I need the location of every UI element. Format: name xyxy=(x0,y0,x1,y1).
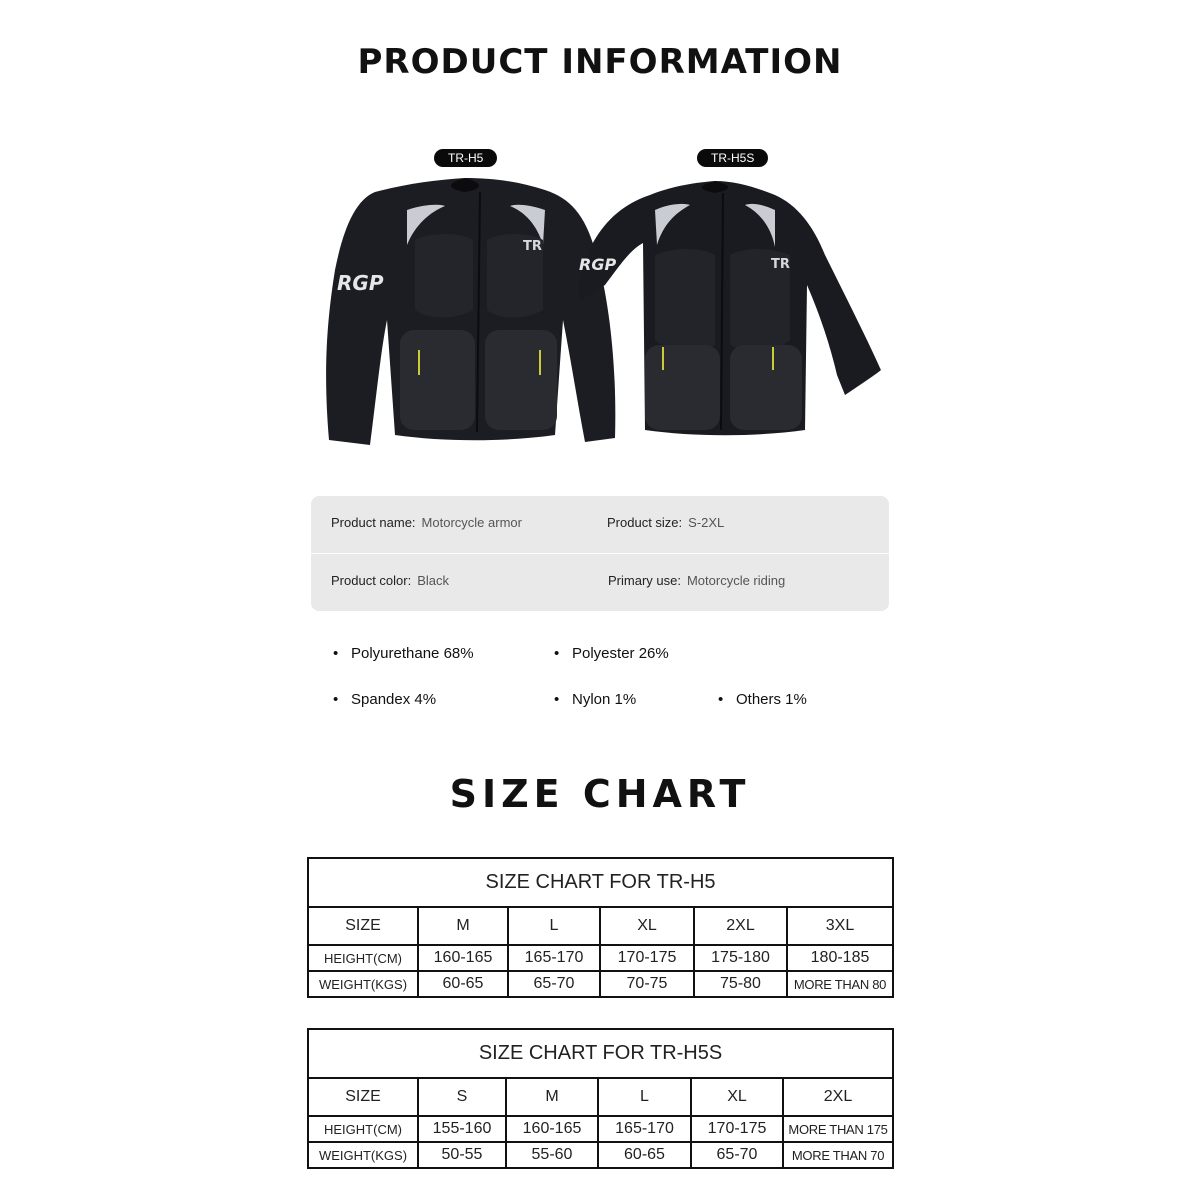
table-row xyxy=(308,907,893,945)
table-cell: MORE THAN 175 xyxy=(783,1116,893,1142)
table-row xyxy=(308,1116,893,1142)
primary-use-label: Primary use: xyxy=(608,573,681,588)
table-cell: 165-170 xyxy=(508,945,600,971)
size-chart-title: SIZE CHART xyxy=(449,772,751,816)
table-cell: 180-185 xyxy=(787,945,893,971)
product-color-label: Product color: xyxy=(331,573,412,588)
table-cell: MORE THAN 70 xyxy=(783,1142,893,1168)
table-cell: XL xyxy=(691,1078,783,1116)
size-chart-table-tr-h5 xyxy=(307,857,894,998)
jacket-image-tr-h5s xyxy=(575,175,885,445)
table-cell: M xyxy=(506,1078,598,1116)
chest-logo: TR xyxy=(523,239,542,254)
table-row xyxy=(308,1078,893,1116)
table-cell: 50-55 xyxy=(418,1142,506,1168)
product-size-value: S-2XL xyxy=(688,515,725,530)
product-size xyxy=(607,515,724,530)
row-label: SIZE xyxy=(308,907,418,945)
table-cell: L xyxy=(598,1078,691,1116)
row-label: WEIGHT(KGS) xyxy=(308,971,418,997)
product-info-panel xyxy=(311,496,889,611)
divider xyxy=(311,553,889,554)
table-cell: XL xyxy=(600,907,694,945)
product-name-value: Motorcycle armor xyxy=(421,515,522,530)
table-cell: 170-175 xyxy=(691,1116,783,1142)
table-cell: 70-75 xyxy=(600,971,694,997)
row-label: HEIGHT(CM) xyxy=(308,1116,418,1142)
table-cell: L xyxy=(508,907,600,945)
primary-use-value: Motorcycle riding xyxy=(686,573,786,588)
row-label: WEIGHT(KGS) xyxy=(308,1142,418,1168)
table-caption: SIZE CHART FOR TR-H5 xyxy=(308,858,893,907)
table-cell: 170-175 xyxy=(600,945,694,971)
row-label: SIZE xyxy=(308,1078,418,1116)
table-cell: MORE THAN 80 xyxy=(787,971,893,997)
product-name-label: Product name: xyxy=(331,515,416,530)
material-item: • Nylon 1% xyxy=(554,691,636,708)
table-cell: 55-60 xyxy=(506,1142,598,1168)
table-cell: 2XL xyxy=(783,1078,893,1116)
sleeve-logo: RGP xyxy=(579,255,617,274)
row-label: HEIGHT(CM) xyxy=(308,945,418,971)
table-cell: 2XL xyxy=(694,907,787,945)
table-cell: M xyxy=(418,907,508,945)
chest-logo: TR xyxy=(771,257,790,272)
table-cell: 175-180 xyxy=(694,945,787,971)
primary-use xyxy=(608,573,785,588)
sleeve-logo: RGP xyxy=(337,271,384,295)
table-cell: S xyxy=(418,1078,506,1116)
material-item: • Polyurethane 68% xyxy=(333,645,474,662)
product-name xyxy=(331,515,522,530)
material-item: • Polyester 26% xyxy=(554,645,669,662)
product-color xyxy=(331,573,449,588)
table-row xyxy=(308,945,893,971)
table-cell: 165-170 xyxy=(598,1116,691,1142)
material-item: • Spandex 4% xyxy=(333,691,436,708)
table-caption: SIZE CHART FOR TR-H5S xyxy=(308,1029,893,1078)
table-cell: 160-165 xyxy=(506,1116,598,1142)
size-chart-table-tr-h5s xyxy=(307,1028,894,1169)
product-size-label: Product size: xyxy=(607,515,683,530)
table-cell: 75-80 xyxy=(694,971,787,997)
product-color-value: Black xyxy=(417,573,449,588)
table-cell: 60-65 xyxy=(418,971,508,997)
table-cell: 155-160 xyxy=(418,1116,506,1142)
table-row xyxy=(308,1142,893,1168)
model-tag-tr-h5s: TR-H5S xyxy=(697,149,768,167)
model-tag-tr-h5: TR-H5 xyxy=(434,149,497,167)
table-cell: 65-70 xyxy=(508,971,600,997)
material-item: • Others 1% xyxy=(718,691,807,708)
table-cell: 60-65 xyxy=(598,1142,691,1168)
table-cell: 3XL xyxy=(787,907,893,945)
table-cell: 65-70 xyxy=(691,1142,783,1168)
page-title: PRODUCT INFORMATION xyxy=(357,42,843,82)
table-row xyxy=(308,971,893,997)
table-cell: 160-165 xyxy=(418,945,508,971)
